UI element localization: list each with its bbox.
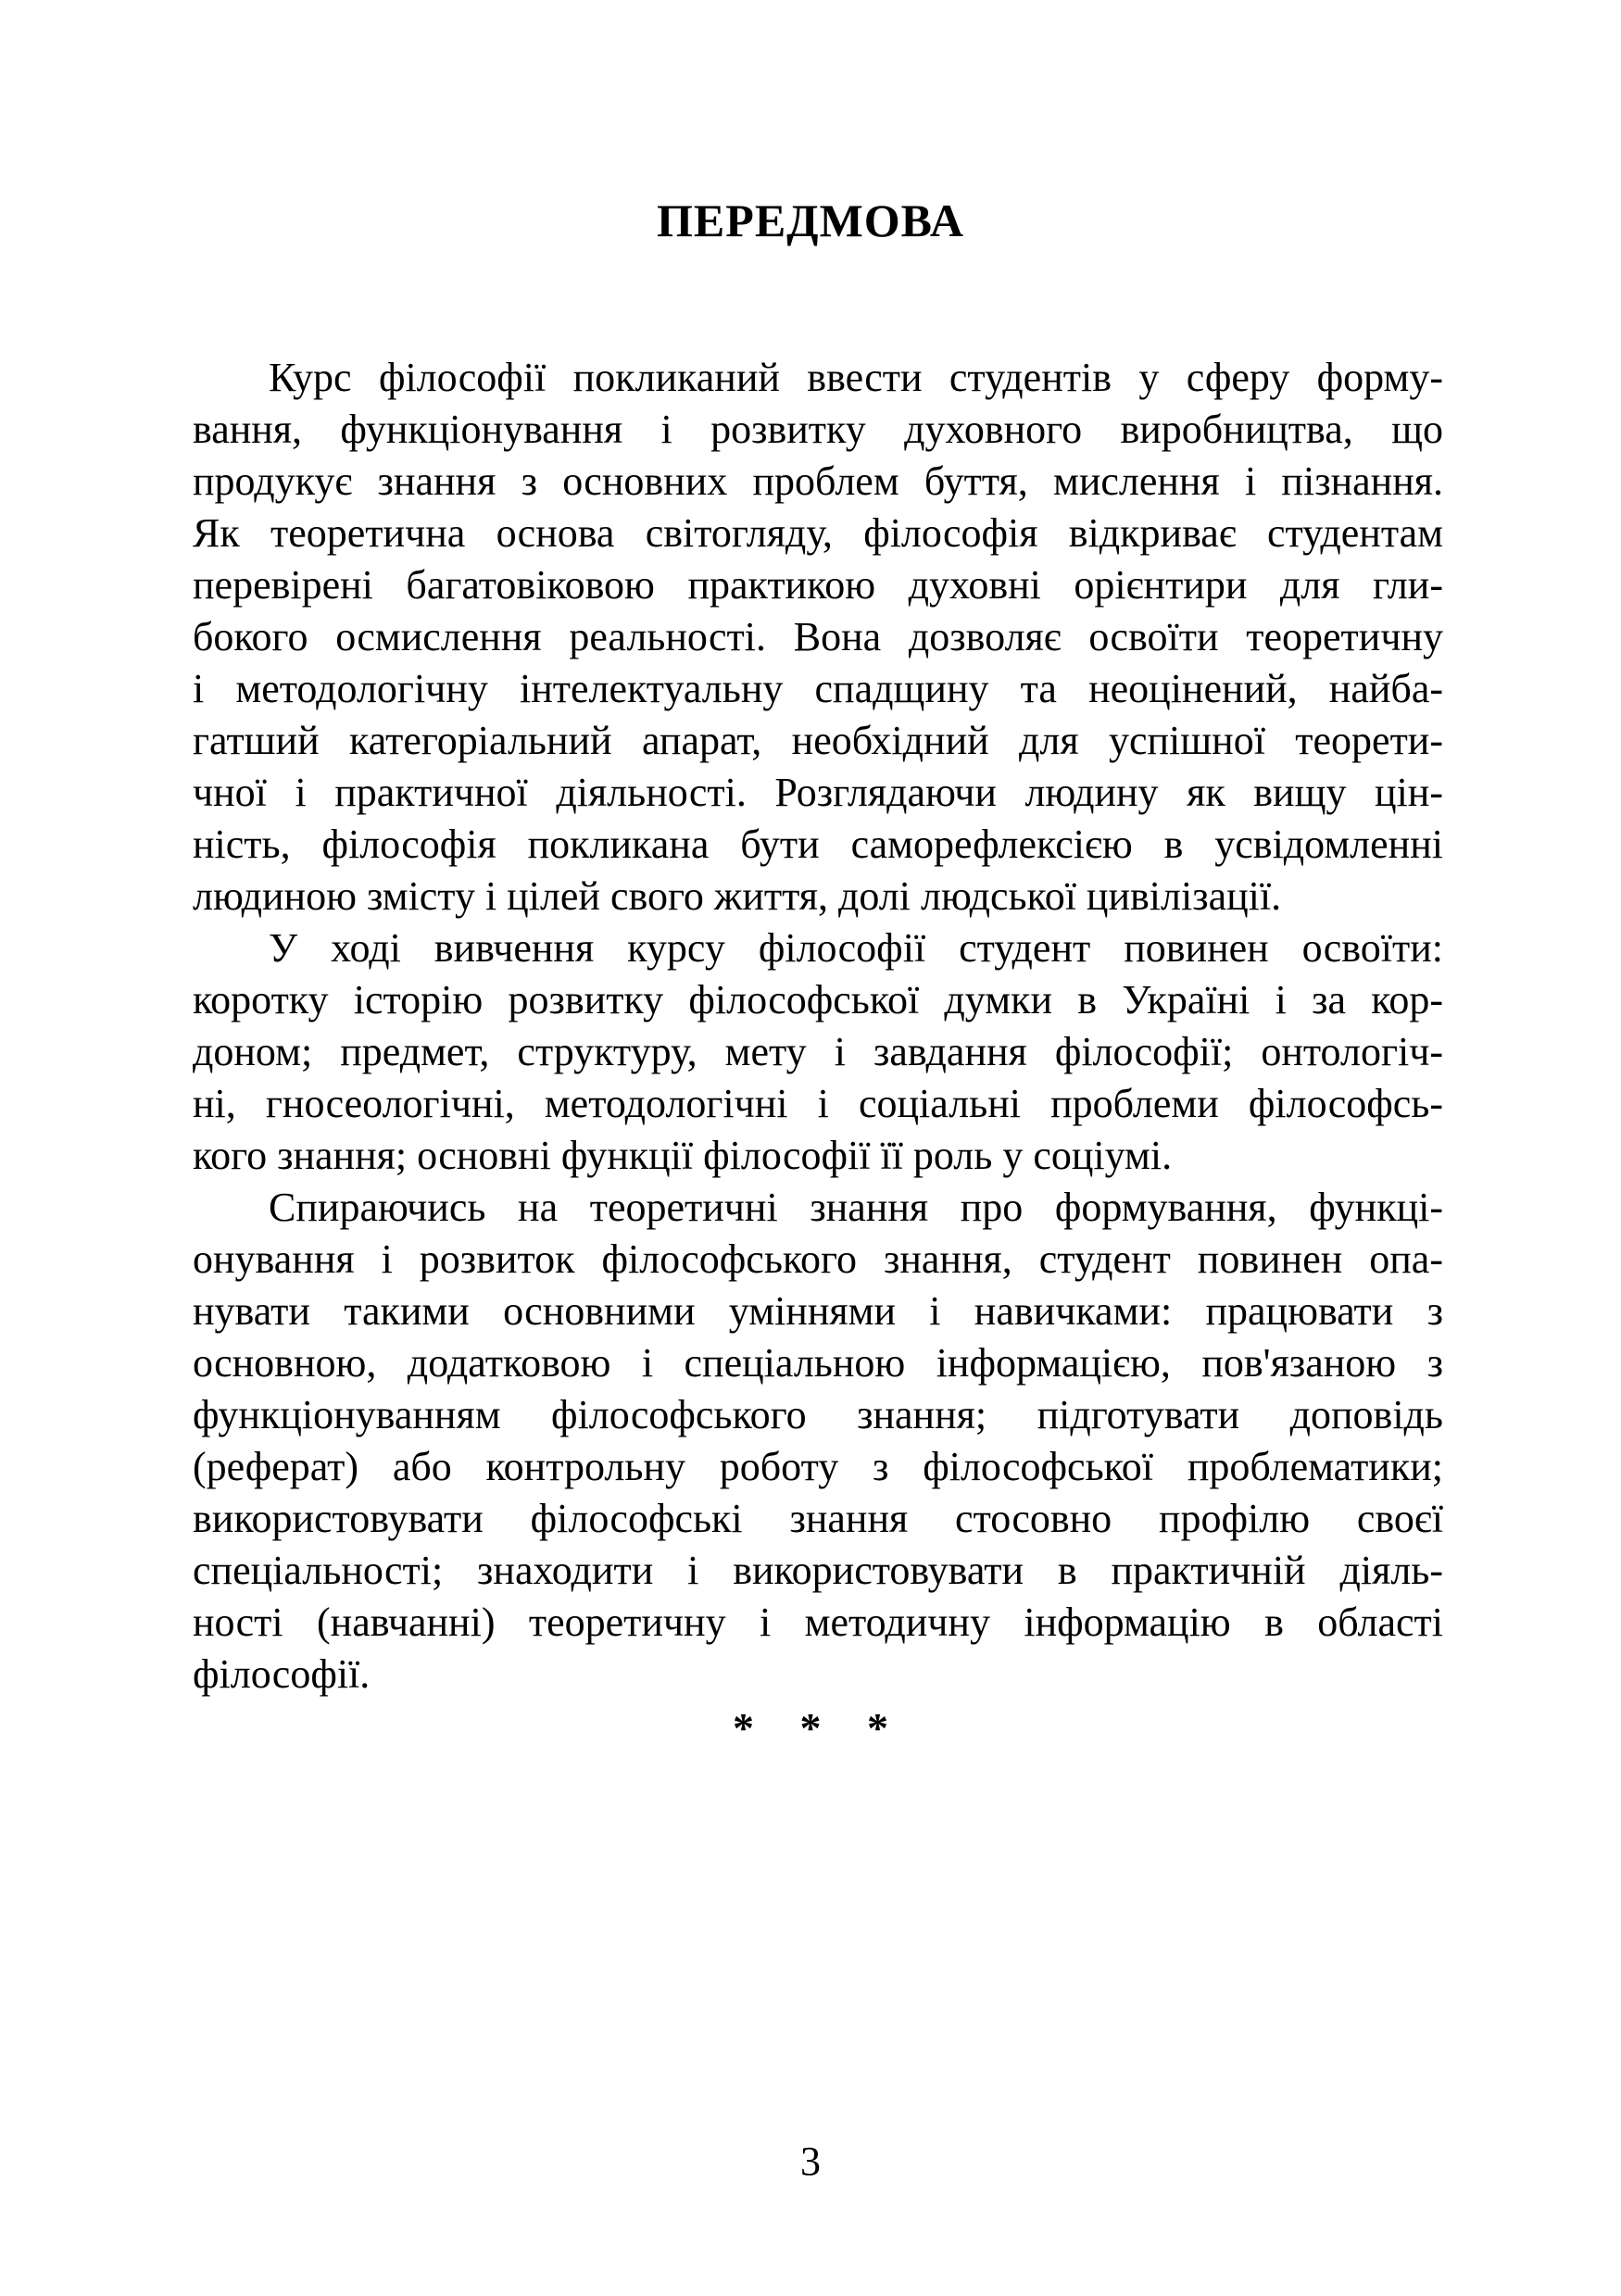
preface-body — [193, 352, 1443, 1700]
paragraph-3-line-1: Спираючись на теоретичні знання про формування, функці- — [269, 1185, 1443, 1230]
paragraph-1-line-2: вання, функціонування і розвитку духовного виробництва, що — [193, 407, 1443, 452]
paragraph-3-line-4: основною, додатковою і спеціальною інформацією, пов'язаною з — [193, 1340, 1443, 1386]
page-title: ПЕРЕДМОВА — [657, 194, 964, 246]
paragraph-3-line-5: функціонуванням філософського знання; підготувати доповідь — [193, 1392, 1443, 1437]
section-separator: * * * — [733, 1704, 888, 1751]
paragraph-2-line-3: доном; предмет, структуру, мету і завдання філософії; онтологіч- — [193, 1029, 1443, 1074]
paragraph-3-line-8: спеціальності; знаходити і використовувати в практичній діяль- — [193, 1548, 1443, 1593]
paragraph-2-line-4: ні, гносеологічні, методологічні і соціальні проблеми філософсь- — [193, 1081, 1443, 1126]
paragraph-3-line-9: ності (навчанні) теоретичну і методичну інформацію в області — [193, 1600, 1443, 1645]
paragraph-2-line-5: кого знання; основні функції філософії її роль у соціумі. — [193, 1133, 1173, 1178]
paragraph-1-line-6: бокого осмислення реальності. Вона дозволяє освоїти теоретичну — [193, 614, 1443, 659]
paragraph-3-line-3: нувати такими основними уміннями і навичками: працювати з — [193, 1288, 1443, 1334]
paragraph-3-line-7: використовувати філософські знання стосовно профілю своєї — [193, 1496, 1443, 1541]
paragraph-1-line-1: Курс філософії покликаний ввести студентів у сферу форму- — [269, 355, 1443, 400]
paragraph-1-line-9: чної і практичної діяльності. Розглядаючи людину як вищу цін- — [193, 770, 1443, 815]
paragraph-1-line-11: людиною змісту і цілей свого життя, долі людської цивілізації. — [193, 873, 1282, 919]
paragraph-1-line-10: ність, філософія покликана бути саморефлексією в усвідомленні — [193, 822, 1443, 867]
paragraph-3-line-10: філософії. — [193, 1651, 371, 1697]
paragraph-2-line-2: коротку історію розвитку філософської думки в Україні і за кор- — [193, 977, 1443, 1023]
paragraph-3-line-6: (реферат) або контрольну роботу з філософської проблематики; — [193, 1444, 1443, 1489]
paragraph-1-line-4: Як теоретична основа світогляду, філософія відкриває студентам — [193, 510, 1443, 556]
paragraph-2-line-1: У ході вивчення курсу філософії студент повинен освоїти: — [269, 925, 1443, 971]
paragraph-3-line-2: онування і розвиток філософського знання, студент повинен опа- — [193, 1236, 1443, 1282]
paragraph-1-line-8: гатший категоріальний апарат, необхідний для успішної теорети- — [193, 718, 1443, 763]
paragraph-1-line-3: продукує знання з основних проблем буття, мислення і пізнання. — [193, 458, 1443, 504]
paragraph-1-line-7: і методологічну інтелектуальну спадщину та неоцінений, найба- — [193, 666, 1443, 711]
paragraph-1-line-5: перевірені багатовіковою практикою духовні орієнтири для гли- — [193, 562, 1443, 608]
page-number: 3 — [800, 2139, 821, 2184]
